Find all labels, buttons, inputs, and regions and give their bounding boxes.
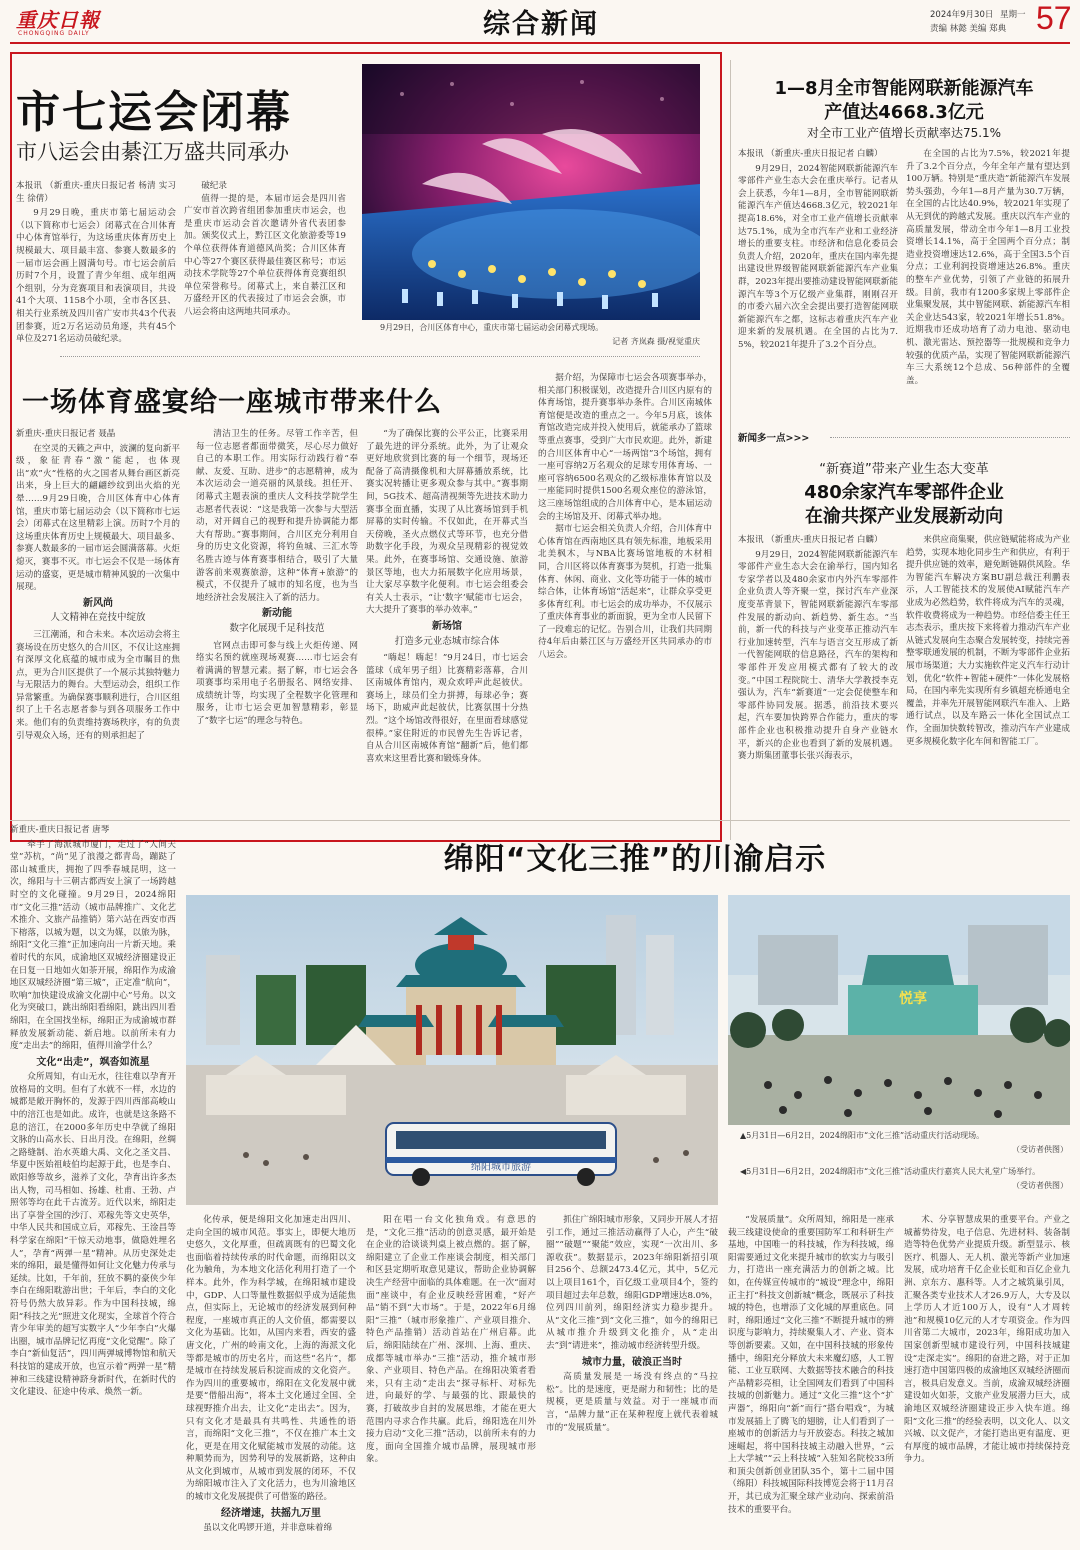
great-hall-illustration [186, 895, 718, 1205]
page-number: 57 [1036, 0, 1072, 36]
top-story-body-col2 [184, 180, 346, 350]
feature-subhead-new-style-sub: 人文精神在竞技中绽放 [50, 612, 146, 624]
bottom-story-paragraph: “发展质量”。众所周知，绵阳是一座承载三线建设使命的重要国防军工和科研生产基地，中国唯一的科技城，作为科技城，绵阳需要通过文化来提升城市的软实力与吸引力，打造出一座充满活力的创新之城。比如，在传媒宣传城市的“城设”理念中，绵阳正主打“科技文创新城”概念，既展示了科技城的特色，也增添了文化城的厚重底色。同时，绵阳通过“文化三推”不断提升城市的辨识度与影响力，持续聚集人才、产业、资本等创新要素。又如，在中国科技城的形象传播中，绵阳充分释放大未来魔幻感，人工智能、工业互联网、大数据等技术融合的科技产品精彩亮相，让全国网友们看到了中国科技城的创新魅力。通过“文化三推”这个“扩声器”，绵阳向“新”而行“搭台唱戏”，为城市发展插上了腾飞的翅膀，让人们看到了一座城市的创新活力与开放姿态。科技之城加速崛起，将中国科技城主动融入世界，“云上大学城”“云上科技城”入驻知名院校33所和顶尖创新创业团队35个，第十二届中国（绵阳）科技城国际科技博览会将于11月召开，其已成为汇聚全球产业动向、探索前沿技术的重要平台。 [728, 1215, 894, 1515]
bottom-story-paragraph: 众所周知，有山无水，往往难以孕育开放格局的文明。但有了水就不一样，水边的城都是敞开胸怀的，发源于四川西部高峻山中的涪江也是如此。成许，也就是这条路不息的涪江，在2000多年历史中孕就了绵阳文脉的山高水长、日出月没。在绵阳，丝绸之路缝制、治水英雄大禹、文化之圣文昌、华夏中医始祖岐伯均起源于此，也是李白、欧阳修等故乡，滋养了文化，孕育出许多杰出人物，司马相如、扬雄、杜甫、王勃、卢照邻等均在此千古流芳。近代以来，绵阳走出了享誉全国的沙汀、邓稼先等文史英华，中华人民共和国成立后，邓稼先、王淦昌等科学家在绵阳“干惊天动地事，做隐姓埋名人”，孕育“两弹一星”精神。从历史深处走来的绵阳，最是懂得如何让文化魅力传承与延续。比如，千年前，狂放不羁的豪侠少年李白在绵阳耽游出世；千年后，李白的文化符号仍然大放异彩。作为中国科技城，绵阳“科技之光”照进文化现实，全球首个符合青少年审美的超写实数字人“少年李白”火爆出圈，城市品牌记忆再度“文化觉醒”。除了李白“新仙复活”，四川两弹城博物馆和航天科技馆的建成开放，也宣示着“两弹一星”精神和三线建设精神跻身新时代，在新时代的文化建设、征途中传承、焕然一新。 [10, 1072, 176, 1398]
feature-title: 一场体育盛宴给一座城市带来什么 [22, 387, 442, 418]
auto-story-paragraph: 在全国的占比为7.5%，较2021年提升了3.2个百分点，今年全年产量有望达到100万辆。特别是“重庆造”新能源汽车发展势头强劲，今年1—8月产量为30.7万辆，在全国的占比达40.9%，较2021年实现了从无到优的跨越式发展。重庆以汽车产业的高质量发展，带动全市今年1—8月工业投资增长14.1%，高于全国两个百分点；制造业投资增速达12.6%，高于全国3.5个百分点；工业利润投资增速达26.8%。重庆的整车产业优势，引领了产业链的拓展升级。目前，我市有1200多家规上零部件企业集聚发展，其中智能网联、新能源汽车相关企业达543家，较2021年增长51.8%。近期我市还成功培育了动力电池、驱动电机、激光雷达、预控器等一批规模和竞争力较强的优质产品，实现了智能网联新能源汽车三大系统12个总成、56种部件的全覆盖。 [906, 149, 1070, 386]
bottom-story-col5 [728, 1214, 894, 1544]
top-story-divider [60, 356, 700, 357]
hall-photo-credit-2: （受访者供图） [1012, 1181, 1068, 1190]
bottom-subhead-economy: 经济增速，扶摇九万里 [221, 1507, 321, 1519]
auto-story-title-1: 1—8月全市智能网联新能源汽车 [774, 78, 1034, 99]
top-story-title: 市七运会闭幕 [16, 87, 292, 138]
feature-col4 [538, 372, 712, 836]
bottom-story-byline: 新重庆-重庆日报记者 唐琴 [10, 825, 110, 835]
closing-ceremony-photo-caption: 9月29日，合川区体育中心，重庆市第七届运动会闭幕式现场。 [380, 323, 604, 332]
feature-paragraph: 在空灵的天籁之声中，波澜的复向新平级，象征青春“激”能起，也体现出“欢”火“性格的火之国者从舞台画区新亮出来，身上巨大的翩翩纱纹到出火焰的光晕……9月29日晚，合川区体育中心体育馆，重庆市第七届运动会（以下简称市七运会）闭幕式在这里精彩上演。历时7个月的这场重庆体育历史上规模最大、项目最多、参赛人数最多的一届市运会圆满落幕。火炬熄灭，赛事不灭。市七运会不仅是一场体育运动的盛宴，更是城市精神风貌的一次集中展现。 [16, 443, 180, 593]
auto-story-byline: 本报讯 （新重庆-重庆日报记者 白麟） [738, 149, 883, 159]
top-story-paragraph: 值得一提的是，本届市运会是四川省广安市首次跨省组团参加重庆市运会，也是重庆市运动会首次邀请外省代表团参加。颁奖仪式上，黔江区文化旅游委等19个单位获得体育道德风尚奖；合川区体育中心等27个赛区获得最佳赛区称号；市运动技术学院等27个单位获得体育竞赛组织单位荣誉称号。闭幕式上，来自綦江区和万盛经开区的代表接过了市运会会旗，市八运会将由这两地共同承办。 [184, 193, 346, 317]
parts-story-kicker: “新赛道”带来产业生态大变革 [819, 462, 989, 477]
feature-subhead-new-hall-sub: 打造多元业态城市综合体 [394, 635, 500, 647]
auto-story-col1 [738, 148, 898, 420]
top-story-byline: 本报讯 （新重庆-重庆日报记者 杨清 实习生 徐倩） [16, 181, 176, 204]
closing-ceremony-photo-credit: 记者 齐岚森 摄/视觉重庆 [612, 337, 700, 346]
parts-story-paragraph: 9月29日，2024智能网联新能源汽车零部件产业生态大会在渝举行，国内知名专家学者以及480余家市内外汽车零部件企业负责人等齐聚一堂，探讨汽车产业深度变革背景下，智能网联新能源汽车零部件发展的新动向、新趋势、新生态。“当前，新一代的科技与产业变革正推动汽车行业加速转型，汽车与语言交互形成了新一代智能网联的信息路径，汽车的架构和零部件开发应用模式都有了较大的改变。”中国工程院院士、清华大学教授李克强认为，汽车“新赛道”一定会促使整车和零部件协同发展。据悉，前沿技术要兴起，汽车要加快跨界合作能力，重庆的零部件企业也积极推动提升自身产业链水平，新兴的企业也看到了新的发展机遇。赛力斯集团董事长张兴海表示， [738, 549, 898, 762]
right-column-divider [730, 60, 731, 840]
top-story-paragraph: 9月29日晚，重庆市第七届运动会（以下简称市七运会）闭幕式在合川体育中心体育馆举行，为这场重庆体育历史上规模最大、项目最丰富、参赛人数最多的一届市运会画上圆满句号。市七运会前后历时7个月，设置了青少年组、成年组两个组别，分为竞赛项目和表演项目，共设41个大项、1158个小项，全市各区县、相关行业系统及四川省广安市共43个代表团参赛，近2万名运动员角逐，共有45个单位及271名运动员破纪录。 [16, 208, 176, 345]
plaza-photo-credit-1: （受访者供图） [1012, 1145, 1068, 1154]
news-more-label: 新闻多一点>>> [738, 433, 810, 444]
bus-label: 绵阳城市旅游 [471, 1162, 531, 1173]
feature-subhead-new-style: 新风尚 [83, 597, 113, 609]
bottom-story-rule [10, 820, 1070, 821]
feature-col3 [366, 428, 528, 836]
feature-paragraph: 官网点击即可参与线上火炬传递、网络实名预约就座现场观赛……市七运会有着满满的智慧元素。据了解，市七运会各项赛事均采用电子名册报名、网络安排、成绩统计等，均实现了全程数字化管理和服务，让市七运会更加智慧精彩，彰显了“数字七运”的理念与特色。 [196, 640, 358, 727]
parts-story-title-1: 480余家汽车零部件企业 [804, 482, 1004, 503]
bottom-story-paragraph: 高质量发展是一场没有终点的“马拉松”。比的是速度，更是耐力和韧性；比的是规模，更是质量与效益。对于一座城市而言，“品牌力量”正在某种程度上就代表着城市的“发展质量”。 [546, 1372, 718, 1433]
section-title: 综合新闻 [483, 9, 599, 40]
issue-weekday: 星期一 [1000, 10, 1026, 20]
parts-story-col1 [738, 534, 898, 834]
bottom-story-paragraph: 牵手了海派城市厦门，走过了“人间天堂”苏杭，“尚”见了浪漫之都青岛，蹦跶了邵山城重庆，拥抱了四季春城昆明，这一次，绵阳与十三朝古都西安上演了一场跨越时空的文化碰撞。9月29日，2024绵阳市“文化三推”活动（城市品牌推广、文化艺术推介、文旅产品推销）第六站在西安市西下榕落，以城为题，以文为媒，以旅为脉，绵阳“文化三推”正加速向出一片新天地。乘着时代的东风，成渝地区双城经济圈建设正在日复一日地如火如荼开展，绵阳作为成渝地区双城经济圈“第三城”，正定准“航向”，吹响“加快建设成渝文化副中心”号角。以文化为突破口，跳出绵阳看绵阳，跳出四川看绵阳，在全国找坐标，绵阳正为成渝城市群释放发展新动能、新启地。以前所未有力度“走出去”的绵阳，值得川渝学什么？ [10, 839, 176, 1052]
bottom-story-paragraph: 虽以文化鸣锣开道，并非意味着绵 [203, 1523, 333, 1534]
feature-subhead-new-hall: 新场馆 [432, 620, 462, 632]
auto-story-title-2: 产值达4668.3亿元 [824, 102, 984, 123]
parts-story-title-2: 在渝共探产业发展新动向 [805, 506, 1003, 527]
feature-col1 [16, 428, 180, 836]
auto-story-paragraph: 9月29日，2024智能网联新能源汽车零部件产业生态大会在重庆举行。记者从会上获悉，今年1—8月，全市智能网联新能源汽车产值达4668.3亿元，较2021年提高18.6%，对全市工业产值增长贡献率达75.1%，成为全市汽车产业和工业经济增长的重要支柱。市经济和信息化委员会负责人介绍，2020年，重庆在国内率先提出建设世界级智能网联新能源汽车产业集群，2023年提出要推动建设智能网联新能源汽车等3个万亿级产业集群，刚刚召开的市委六届六次全会提出要打造智能网联新能源汽车之都，这标志着重庆汽车产业迎来新的发展机遇。在全国的占比为7.5%，较2021年提升了3.2个百分点。 [738, 163, 898, 350]
bottom-story-paragraph: 阳在唱一台文化独角戏。有意思的是，“文化三推”活动的创意灵感，最开始是在企业的洽谈谈判桌上被点燃的。据了解，绵阳建立了企业工作座谈会制度，相关部门和区县定期听取意见建议，帮助企业协调解决生产经营中面临的具体难题。在一次“面对面”座谈中，有企业反映经营困难，“好产品”销不到“大市场”。于是，2022年6月绵阳“三推”（城市形象推广、产业项目推介、特色产品推销）活动首站在广州启幕。此后，绵阳陆续在广州、深圳、上海、重庆、成都等城市举办“三推”活动，推介城市形象、产业项目、特色产品。在绵阳决策者看来，只有主动“走出去”探寻标杆、对标先进，向最好的学、与最强的比、跟最快的赛，打破故步自封的发展思维，才能在更大范围内寻求合作共赢。此后，绵阳选在川外接力启动“文化三推”活动，以前所未有的力度，面向全国推介城市品牌，展现城市形象。 [366, 1215, 536, 1465]
feature-subhead-new-power: 新动能 [262, 608, 292, 620]
auto-story-subtitle: 对全市工业产值增长贡献率达75.1% [806, 126, 1002, 140]
hall-photo-caption-2: ◀5月31日—6月2日，2024绵阳市“文化三推”活动重庆行嘉宾人民大礼堂广场举行。 [740, 1167, 1041, 1176]
great-hall-photo [186, 895, 718, 1205]
plaza-event-photo [728, 895, 1070, 1125]
newspaper-logo: 重庆日報 [16, 8, 100, 32]
feature-paragraph: “嗨起！嗨起！”9月24日，市七运会篮球（成年男子组）比赛精彩落幕，合川区南城体育馆内，观众欢呼声此起彼伏。赛场上，球员们全力拼搏，每球必争；赛场下，助威声此起彼伏，比赛氛围十分热烈。“这个场馆改得很好，在里面看球感觉很棒。”家住附近的市民曾先生告诉记者，自从合川区南城体育馆“翻新”后，他们都喜欢来这里看比赛和锻炼身体。 [366, 653, 528, 764]
feature-subhead-new-power-sub: 数字化展现千足科技范 [229, 622, 325, 634]
event-banner-text: 悦享 [899, 991, 927, 1007]
newspaper-logo-sub: CHONGQING DAILY [18, 30, 90, 37]
bottom-story-col4 [546, 1214, 718, 1544]
masthead [0, 0, 1080, 44]
bottom-story-paragraph: 抓住广绵阳城市形象，又同步开展人才招引工作，通过三推活动赢得了人心，产生“破圈”“破题”“聚能”效应，实现“一次出川、多源收获”。数据显示，2023年绵阳新招引项目256个、总额2473.4亿元，其中，5亿元以上项目161个，百亿级工业项目4个，签约项目超过去年总数，绵阳GDP增速达8.0%，位列四川前列，绵阳经济实力稳步提升。从“文化三推”到“文化三推”，如今的绵阳已从城市推介升级到文化推介，从“走出去”到“请进来”，推动城市经济转型升级。 [546, 1215, 718, 1351]
bottom-story-col3 [366, 1214, 536, 1544]
parts-story-col2 [906, 534, 1070, 834]
feature-paragraph: 据市七运会相关负责人介绍，合川体育中心体育馆在西南地区具有领先标准，地板采用北美枫木，与NBA比赛场馆地板的木材相同，合川区将以体育赛事为契机，打造一批集体育、休闲、商业、文化等功能于一体的城市综合体，让体育场馆“活起来”，让群众享受更多体育红利。市七运会的成功举办，不仅展示了重庆体育事业的新面貌，更为全市人民留下了一段难忘的记忆。告别合川，让我们共同期待4年后由綦江区与万盛经开区共同承办的市八运会。 [538, 524, 712, 661]
bottom-story-col6 [904, 1214, 1070, 1544]
bottom-story-col1 [10, 824, 176, 1544]
masthead-rule [10, 42, 1070, 44]
top-story-body-col1 [16, 180, 176, 350]
feature-paragraph: “为了确保比赛的公平公正，比赛采用了最先进的评分系统。此外，为了让观众更好地欣赏到比赛的每一个细节，现场还配备了高清摄像机和大屏幕播放系统，比赛实况转播让更多观众参与其中。”赛事期间，5G技术、超高清视频等先进技术助力赛事全面直播，实现了从比赛场馆到手机屏幕的实时传输。不仅如此，在开幕式当天傍晚，圣火点燃仪式等环节，也充分借助数字化手段，为观众呈现精彩的视觉效果。此外，在赛事场馆、交通设施、旅游景区等地，也大力拓展数字化应用场景，让大家尽享数字化便利。市七运会组委会有关人士表示，“让‘数字’赋能市七运会，大大提升了赛事的举办效率。” [366, 429, 528, 616]
bottom-story-title: 绵阳“文化三推”的川渝启示 [443, 842, 827, 877]
feature-col2 [196, 428, 358, 836]
plaza-event-illustration [728, 895, 1070, 1125]
auto-story-col2 [906, 148, 1070, 420]
feature-paragraph: 三江潮涌，和合未来。本次运动会将主赛场设在历史悠久的合川区，不仅让这座拥有深厚文化底蕴的城市成为全市瞩目的焦点，更为合川区提供了一个展示其独特魅力与无限活力的舞台。大型运动会，组织工作异常繁重。为确保赛事顺利进行，合川区组织了上千名志愿者参与到各项服务工作中来。他们有的负责维持赛场秩序，有的负责引导观众入场，还有的则承担起了 [16, 629, 180, 741]
bottom-story-paragraph: 化传承，便是绵阳文化加速走出四川、走向全国的城市风范。事实上，即便大地历史悠久，文化厚重，但疏离既有的巴蜀文化也面临着持续传承的时代命题，而绵阳以文化为触角，为本地文化活化利用打造了一个样本。此外，作为科学城，在绵阳城市建设中，GDP、人口等量性数据似乎成为适能焦点，但实际上，无论城市的经济发展到何种程度，一座城市真正的人文价值，都需要以文化为基础。比如，从国内来看，西安的盛唐文化，广州的岭南文化，上海的海派文化等都是城市的历史名片，而这些“名片”，都是城市在持续发展后积淀而成的文化资产。作为四川的重要城市，绵阳在文化发展中就是要“借船出海”，将本土文化通过全国、全球视野推介出去，让文化“走出去”。因为，只有文化才是最具有共鸣性、共通性的语言，而绵阳“文化三推”，不仅在推广本土文化，更是在用文化赋能城市发展的动能。这种顺势而为，因势利导的发展新路，这种由从文化到城市，从城市到发展的闭环，不仅为绵阳城市注入了文化活力，也为川渝地区的城市文化发展提供了可借鉴的路径。 [186, 1215, 356, 1503]
plaza-photo-caption-1: ▲5月31日—6月2日，2024绵阳市“文化三推”活动重庆行活动现场。 [740, 1131, 985, 1140]
bottom-story-col2 [186, 1214, 356, 1544]
parts-story-byline: 本报讯 （新重庆-重庆日报记者 白麟） [738, 535, 883, 545]
feature-paragraph: 清洁卫生的任务。尽管工作辛苦，但每一位志愿者都面带微笑，尽心尽力做好自己的本职工作。用实际行动践行着“奉献、友爱、互助、进步”的志愿精神，成为本次运动会一道亮丽的风景线。担任开、闭幕式主题表演的重庆人文科技学院学生志愿者代表说：“这是我第一次参与大型活动，对开阔自己的视野和提升协调能力都大有帮助。”赛事期间，合川区充分利用自身的历史文化资源，将钓鱼城、三汇水等名胜古迹与体育赛事相结合，吸引了大量游客前来观赛旅游，这种“体育+旅游”的模式，不仅提升了城市的知名度，也为当地经济社会发展注入了新的活力。 [196, 429, 358, 603]
closing-ceremony-photo [362, 64, 700, 320]
bottom-story-paragraph: 术、分享智慧成果的重要平台。产业之城蓄势待发，电子信息、先进材料、装备制造等特色优势产业提质升级。新型显示、核医疗、机器人、无人机、激光等新产业加速发展，成功培育千亿企业长虹和百亿企业九洲、京东方、惠科等。人才之城筑巢引凤，汇聚各类专业技术人才26.9万人，大专及以上学历人才近100万人，设有“人才周转池”和规模10亿元的人才专项资金。作为四川省第二大城市，2023年，绵阳成功加入国家创新型城市建设行列，中国科技城建设“走深走实”。绵阳的奋进之路，对于正加速打造中国第四极的成渝地区双城经济圈而言，极具启发意义。当前，成渝双城经济圈建设如火如荼，文旅产业发展潜力巨大，成渝地区双城经济圈建设正步入快车道。绵阳“文化三推”的经验表明，以文化人、以文兴城、以文促产，才能打造出更有温度、更有厚度的城市品牌，才能让城市持续保持竞争力。 [904, 1215, 1070, 1465]
feature-paragraph: 据介绍，为保障市七运会各项赛事举办，相关部门积极谋划，改造提升合川区内原有的体育场馆，提升赛事举办条件。合川区南城体育馆便是改造的重点之一。今年5月底，该体育馆改造完成并投入使用后，就能承办了篮球等重点赛事，受到广大市民欢迎。此外，新建的合川区体育中心“一场两馆”3个场馆，拥有一座可容纳2万名观众的足球专用体育场、一座可容纳6500名观众的乙级标准体育馆以及一座能同时提供1500名观众座位的游泳馆，这三座场馆组成的合川体育中心，是本届运动会的主场馆及开、闭幕式举办地。 [538, 373, 712, 522]
bottom-subhead-power: 城市力量，破浪正当时 [582, 1356, 682, 1368]
page-editors: 责编 林懿 美编 郑典 [930, 24, 1007, 34]
top-story-paragraph: 破纪录 [201, 181, 227, 191]
feature-byline: 新重庆-重庆日报记者 聂晶 [16, 429, 116, 439]
bottom-subhead-culture-out: 文化“出走”，飒沓如流星 [36, 1056, 150, 1068]
closing-ceremony-illustration [362, 64, 700, 320]
news-more-divider [830, 437, 1070, 438]
top-story-subtitle: 市八运会由綦江万盛共同承办 [16, 140, 289, 164]
issue-date: 2024年9月30日 [930, 10, 994, 20]
parts-story-paragraph: 来供应商集聚，供应链赋能将成为产业趋势，实现本地化同步生产和供应，有利于提升供应链的效率，避免断链隔供风险。华为智能汽车解决方案BU副总裁汪利鹏表示，人工智能技术的发展使AI赋能汽车产业成为必然趋势，软件将成为汽车的灵魂，软件收费将成为一种趋势。市经信委主任王志杰表示，重庆按下来将着力推动汽车产业从链式发展向生态聚合发展转变，持续完善整零联通发展的机制，不断为零部件企业拓展市场渠道；大力实施软件定义汽车行动计划，优化“软件+智能+硬件”一体化发展格局，在国内率先实现所有乡镇超充桥通电全覆盖，并率先开展智能网联汽车准入、上路通行试点，以及车路云一体化全国试点工作，全面加快数转智改，推动汽车产业建成更多规模化数字化车间和智能工厂。 [906, 535, 1070, 747]
